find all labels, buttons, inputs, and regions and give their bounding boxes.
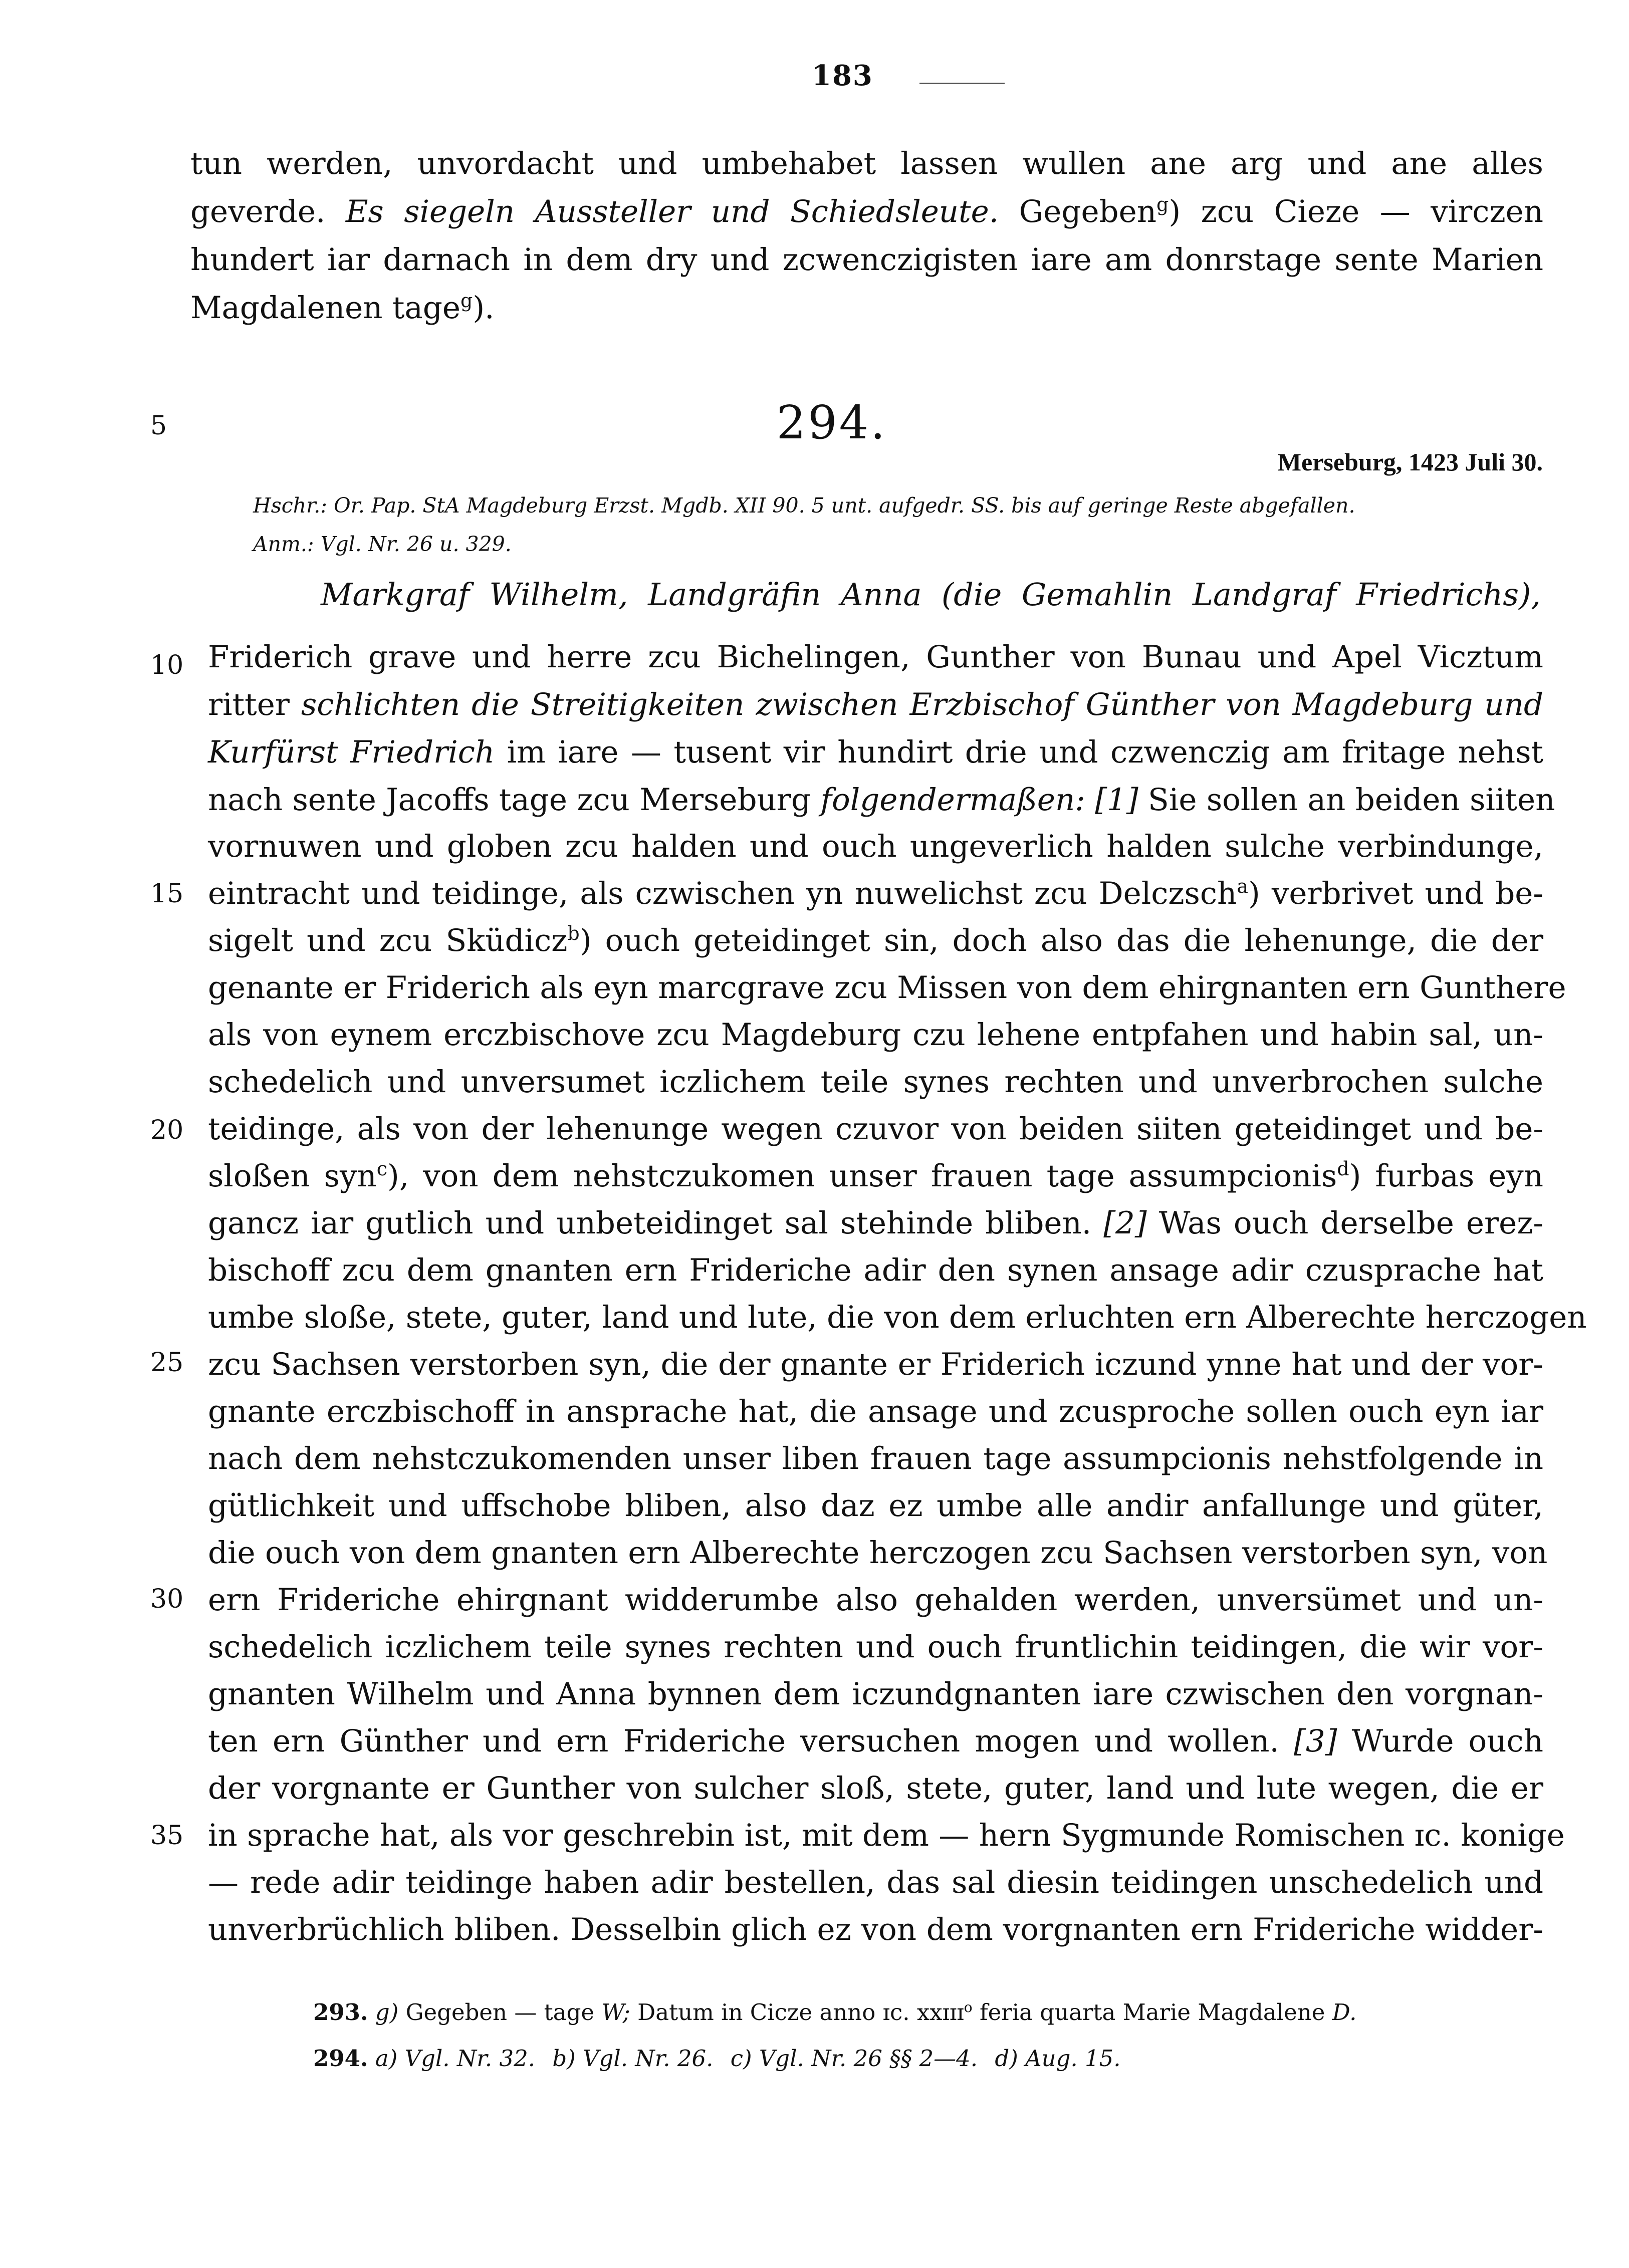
section-marker: [1] bbox=[1095, 782, 1138, 818]
text-line: ern Frideriche ehirgnant widderumbe also gehalden werden, unversümet und un- bbox=[208, 1582, 1543, 1618]
text-line: teidinge, als von der lehenunge wegen czuvor von beiden siiten geteidinget und be- bbox=[208, 1111, 1543, 1147]
line-number: 10 bbox=[150, 650, 184, 680]
footnote-294 bbox=[313, 2045, 1121, 2072]
annotation-note: Anm.: Vgl. Nr. 26 u. 329. bbox=[253, 532, 512, 556]
section-marker: [2] bbox=[1103, 1205, 1147, 1241]
text-line: als von eynem erczbischove zcu Magdeburg czu lehene entpfahen und habin sal, un- bbox=[208, 1017, 1543, 1053]
footnote-text: Gegeben — tage bbox=[405, 1999, 595, 2026]
text-line bbox=[190, 287, 1543, 329]
place-date: Merseburg, 1423 Juli 30. bbox=[1277, 448, 1543, 476]
text-segment: Wurde ouch bbox=[1351, 1723, 1544, 1759]
footnote-superscript: o bbox=[964, 1999, 973, 2015]
text-line bbox=[208, 1720, 1543, 1762]
footnote-entry: b) Vgl. Nr. 26. bbox=[552, 2045, 714, 2072]
text-segment: nach sente Jacoffs tage zcu Merseburg bbox=[208, 782, 811, 818]
text-line: — rede adir teidinge haben adir bestellen, das sal diesin teidingen unschedelich und bbox=[208, 1865, 1543, 1900]
text-line: bischoff zcu dem gnanten ern Frideriche adir den synen ansage adir czusprache hat bbox=[208, 1252, 1543, 1288]
footnote-siglum: D. bbox=[1332, 1999, 1357, 2026]
regest-rubric: Markgraf Wilhelm, Landgräfin Anna (die Gemahlin Landgraf Friedrichs), bbox=[321, 576, 1541, 613]
text-segment: im iare — tusent vir hundirt drie und czwenczig am fritage nehst bbox=[507, 734, 1544, 770]
footnote-marker: g bbox=[1156, 193, 1169, 215]
text-segment: gancz iar gutlich und unbeteidinget sal stehinde bliben. bbox=[208, 1205, 1092, 1241]
footnote-mark: g) bbox=[375, 1999, 399, 2026]
text-segment: ) furbas eyn bbox=[1349, 1158, 1543, 1194]
text-line: nach dem nehstczukomenden unser liben frauen tage assumpcionis nehstfolgende in bbox=[208, 1441, 1543, 1476]
text-line: Friderich grave und herre zcu Bichelingen, Gunther von Bunau und Apel Vicztum bbox=[208, 639, 1543, 675]
text-segment: Was ouch derselbe erez- bbox=[1158, 1205, 1544, 1241]
section-marker: [3] bbox=[1294, 1723, 1337, 1759]
source-note: Hschr.: Or. Pap. StA Magdeburg Erzst. Mgdb. XII 90. 5 unt. aufgedr. SS. bis auf geringe Reste abgefallen. bbox=[253, 493, 1355, 518]
text-line: gnante erczbischoff in ansprache hat, die ansage und zcusproche sollen ouch eyn iar bbox=[208, 1394, 1543, 1429]
text-segment: ) ouch geteidinget sin, doch also das die lehenunge, die der bbox=[579, 923, 1544, 958]
footnote-entry: a) Vgl. Nr. 32. bbox=[375, 2045, 536, 2072]
footnote-text: feria quarta Marie Magdalene bbox=[979, 1999, 1325, 2026]
line-number: 20 bbox=[150, 1115, 184, 1145]
header-rule bbox=[919, 83, 1005, 84]
text-line: zcu Sachsen verstorben syn, die der gnante er Friderich iczund ynne hat und der vor- bbox=[208, 1347, 1543, 1382]
text-line: der vorgnante er Gunther von sulcher sloß, stete, guter, land und lute wegen, die er bbox=[208, 1771, 1543, 1806]
footnote-entry: c) Vgl. Nr. 26 §§ 2—4. bbox=[730, 2045, 978, 2072]
text-segment: geverde. bbox=[190, 194, 326, 229]
text-line bbox=[208, 779, 1555, 821]
text-segment: ritter bbox=[208, 687, 290, 722]
text-segment: ) zcu Cieze — virczen bbox=[1169, 194, 1543, 229]
text-line bbox=[208, 873, 1543, 915]
text-line: in sprache hat, als vor geschrebin ist, mit dem — hern Sygmunde Romischen ɪc. konige bbox=[208, 1818, 1565, 1853]
text-line: tun werden, unvordacht und umbehabet lassen wullen ane arg und ane alles bbox=[190, 146, 1543, 181]
line-number: 25 bbox=[150, 1348, 184, 1378]
text-line bbox=[208, 731, 1543, 774]
footnote-number: 294. bbox=[313, 2045, 368, 2072]
text-line bbox=[208, 1155, 1543, 1197]
italic-segment: Kurfürst Friedrich bbox=[208, 734, 495, 770]
text-segment: Magdalenen tage bbox=[190, 290, 460, 326]
footnote-marker: c bbox=[376, 1158, 388, 1180]
text-segment: ), von dem nehstczukomen unser frauen tage assumpcionis bbox=[387, 1158, 1337, 1194]
text-segment: sloßen syn bbox=[208, 1158, 377, 1194]
italic-note: Es siegeln Aussteller und Schiedsleute. bbox=[345, 194, 999, 229]
line-number: 30 bbox=[150, 1584, 184, 1614]
text-line: gütlichkeit und uffschobe bliben, also daz ez umbe alle andir anfallunge und güter, bbox=[208, 1488, 1543, 1524]
footnote-text: Datum in Cicze anno ɪc. xxɪɪɪ bbox=[637, 1999, 964, 2026]
footnote-marker: b bbox=[567, 922, 580, 944]
text-segment: sigelt und zcu Sküdicz bbox=[208, 923, 568, 958]
text-segment: ). bbox=[473, 290, 495, 326]
text-segment: eintracht und teidinge, als czwischen yn nuwelichst zcu Delczsch bbox=[208, 876, 1237, 911]
italic-segment: schlichten die Streitigkeiten zwischen Erzbischof Günther von Magdeburg und bbox=[301, 687, 1544, 722]
text-line bbox=[190, 191, 1543, 233]
footnote-siglum: W; bbox=[601, 1999, 630, 2026]
text-segment: ) verbrivet und be- bbox=[1248, 876, 1543, 911]
line-number: 15 bbox=[150, 879, 184, 909]
text-line bbox=[208, 920, 1543, 962]
text-line: umbe sloße, stete, guter, land und lute, die von dem erluchten ern Alberechte herczogen bbox=[208, 1300, 1587, 1335]
text-line: hundert iar darnach in dem dry und zcwenczigisten iare am donrstage sente Marien bbox=[190, 242, 1543, 278]
footnote-marker: a bbox=[1237, 875, 1248, 897]
text-line: schedelich iczlichem teile synes rechten und ouch fruntlichin teidingen, die wir vor- bbox=[208, 1629, 1543, 1665]
italic-segment: folgendermaßen: bbox=[820, 782, 1085, 818]
footnote-marker: d bbox=[1337, 1158, 1349, 1180]
footnote-number: 293. bbox=[313, 1999, 368, 2026]
page-number: 183 bbox=[812, 59, 873, 92]
text-line bbox=[208, 1202, 1543, 1244]
text-segment: ten ern Günther und ern Frideriche versuchen mogen und wollen. bbox=[208, 1723, 1279, 1759]
footnote-entry: d) Aug. 15. bbox=[995, 2045, 1121, 2072]
text-line: genante er Friderich als eyn marcgrave zcu Missen von dem ehirgnanten ern Gunthere bbox=[208, 970, 1566, 1005]
text-line bbox=[208, 684, 1543, 726]
text-line: schedelich und unversumet iczlichem teile synes rechten und unverbrochen sulche bbox=[208, 1064, 1543, 1100]
text-line: vornuwen und globen zcu halden und ouch ungeverlich halden sulche verbindunge, bbox=[208, 829, 1543, 864]
text-segment: Sie sollen an beiden siiten bbox=[1148, 782, 1555, 818]
line-number: 5 bbox=[150, 411, 167, 441]
footnote-marker: g bbox=[460, 290, 473, 312]
text-line: unverbrüchlich bliben. Desselbin glich ez von dem vorgnanten ern Frideriche widder- bbox=[208, 1912, 1543, 1947]
text-segment: Gegeben bbox=[1019, 194, 1156, 229]
footnote-293 bbox=[313, 1999, 1356, 2026]
text-line: gnanten Wilhelm und Anna bynnen dem iczundgnanten iare czwischen den vorgnan- bbox=[208, 1676, 1543, 1712]
text-line: die ouch von dem gnanten ern Alberechte herczogen zcu Sachsen verstorben syn, von bbox=[208, 1535, 1548, 1571]
line-number: 35 bbox=[150, 1821, 184, 1851]
document-number: 294. bbox=[776, 396, 887, 449]
